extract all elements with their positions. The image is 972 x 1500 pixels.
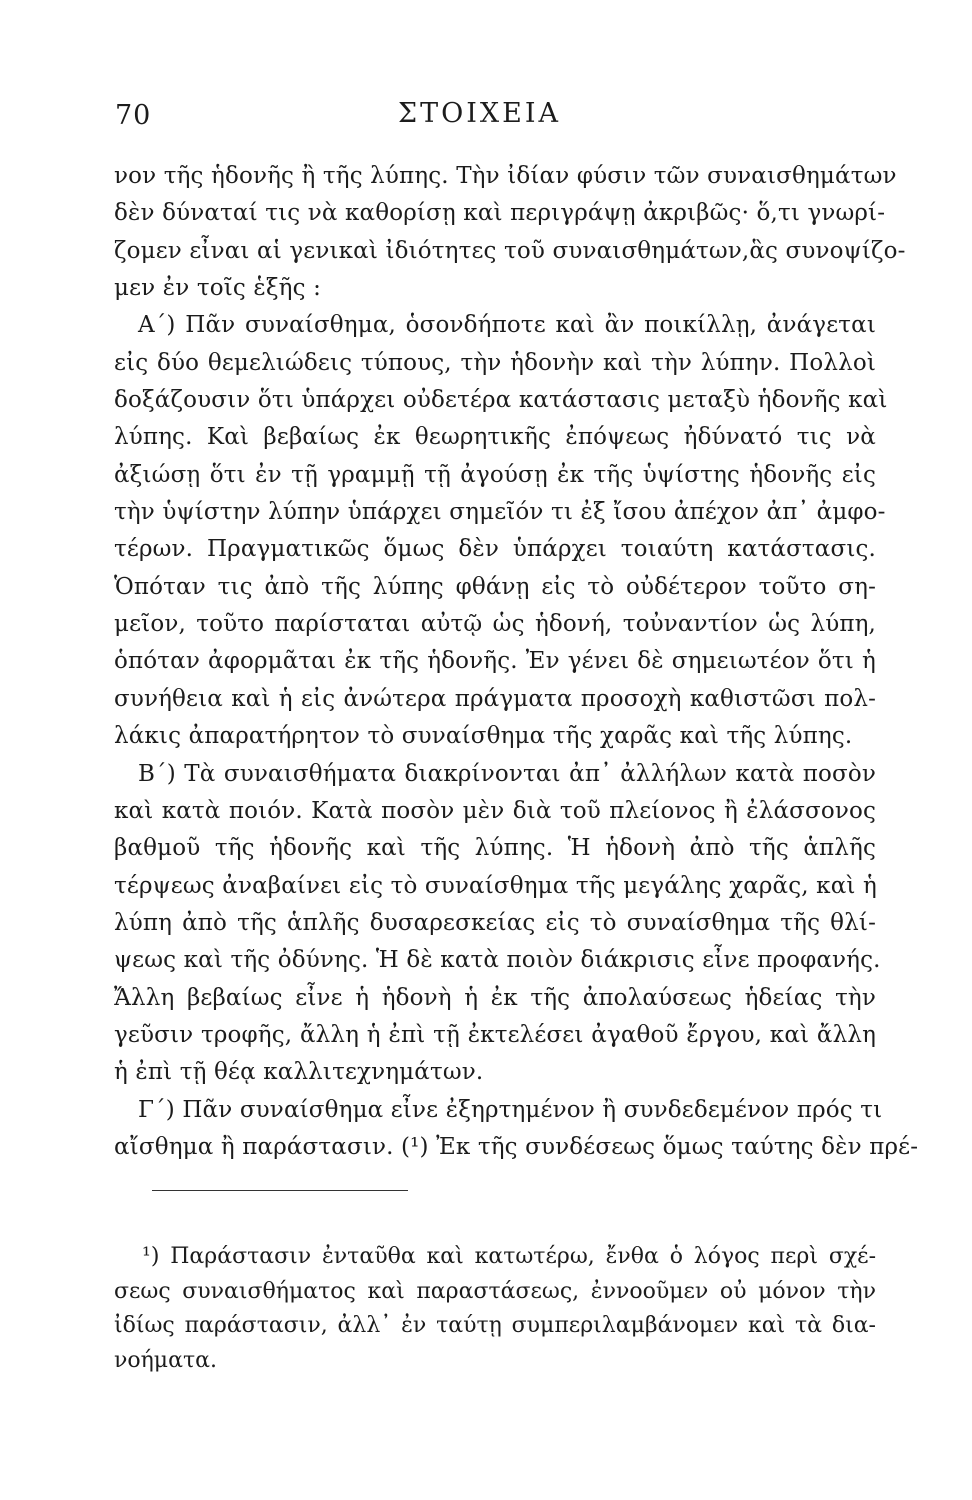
text-line: Ὁπόταν τις ἀπὸ τῆς λύπης φθάνῃ εἰς τὸ οὐδέτερον τοῦτο ση- — [114, 573, 876, 600]
text-line: τὴν ὑψίστην λύπην ὑπάρχει σημεῖόν τι ἐξ ἴσου ἀπέχον ἀπ᾽ ἀμφο- — [114, 499, 886, 526]
text-line: νον τῆς ἡδονῆς ἢ τῆς λύπης. Τὴν ἰδίαν φύσιν τῶν συναισθημάτων — [114, 163, 897, 189]
text-line: τέρψεως ἀναβαίνει εἰς τὸ συναίσθημα τῆς μεγάλης χαρᾶς, καὶ ἡ — [114, 872, 877, 899]
text-line: συνήθεια καὶ ἡ εἰς ἀνώτερα πράγματα προσοχὴ καθιστῶσι πολ- — [114, 685, 876, 712]
text-line: Α΄) Πᾶν συναίσθημα, ὁσονδήποτε καὶ ἂν ποικίλλῃ, ἀνάγεται — [138, 312, 876, 339]
text-line: ψεως καὶ τῆς ὀδύνης. Ἡ δὲ κατὰ ποιὸν διάκρισις εἶνε προφανής. — [114, 947, 881, 974]
running-title: ΣΤΟΙΧΕΙΑ — [398, 98, 561, 129]
text-line: γεῦσιν τροφῆς, ἄλλη ἡ ἐπὶ τῇ ἐκτελέσει ἀγαθοῦ ἔργου, καὶ ἄλλη — [114, 1021, 876, 1048]
text-line: ζομεν εἶναι αἱ γενικαὶ ἰδιότητες τοῦ συναισθημάτων,ἃς συνοψίζο- — [114, 237, 906, 264]
text-line: δοξάζουσιν ὅτι ὑπάρχει οὐδετέρα κατάστασις μεταξὺ ἡδονῆς καὶ — [114, 387, 888, 414]
text-line: βαθμοῦ τῆς ἡδονῆς καὶ τῆς λύπης. Ἡ ἡδονὴ ἀπὸ τῆς ἁπλῆς — [114, 835, 876, 862]
page-number: 70 — [115, 100, 152, 131]
text-line: ὁπόταν ἀφορμᾶται ἐκ τῆς ἡδονῆς. Ἐν γένει δὲ σημειωτέον ὅτι ἡ — [114, 648, 876, 675]
text-line: Β΄) Τὰ συναισθήματα διακρίνονται ἀπ᾽ ἀλλήλων κατὰ ποσὸν — [138, 760, 876, 787]
text-line: αἴσθημα ἢ παράστασιν. (¹) Ἐκ τῆς συνδέσεως ὅμως ταύτης δὲν πρέ- — [114, 1133, 919, 1160]
footnote-block — [114, 1240, 876, 1378]
footnote-line: ¹) Παράστασιν ἐνταῦθα καὶ κατωτέρω, ἔνθα ὁ λόγος περὶ σχέ- — [142, 1244, 876, 1269]
footnote-line: ἰδίως παράστασιν, ἀλλ᾽ ἐν ταύτῃ συμπεριλαμβάνομεν καὶ τὰ δια- — [114, 1313, 876, 1338]
text-line: καὶ κατὰ ποιόν. Κατὰ ποσὸν μὲν διὰ τοῦ πλείονος ἢ ἐλάσσονος — [114, 797, 876, 824]
text-line: ἡ ἐπὶ τῇ θέᾳ καλλιτεχνημάτων. — [114, 1059, 484, 1086]
text-line: εἰς δύο θεμελιώδεις τύπους, τὴν ἡδονὴν καὶ τὴν λύπην. Πολλοὶ — [114, 349, 876, 376]
text-line: τέρων. Πραγματικῶς ὅμως δὲν ὑπάρχει τοιαύτη κατάστασις. — [114, 536, 876, 563]
body-text — [114, 158, 919, 1166]
text-line: Γ΄) Πᾶν συναίσθημα εἶνε ἐξηρτημένον ἢ συνδεδεμένον πρός τι — [138, 1096, 883, 1123]
text-line: ἀξιώσῃ ὅτι ἐν τῇ γραμμῇ τῇ ἀγούσῃ ἐκ τῆς ὑψίστης ἡδονῆς εἰς — [114, 461, 876, 488]
text-line: μεν ἐν τοῖς ἑξῆς : — [114, 275, 322, 302]
text-line: λάκις ἀπαρατήρητον τὸ συναίσθημα τῆς χαρᾶς καὶ τῆς λύπης. — [114, 723, 853, 750]
text-line: δὲν δύναταί τις νὰ καθορίσῃ καὶ περιγράψῃ ἀκριβῶς· ὅ,τι γνωρί- — [114, 200, 886, 227]
text-line: μεῖον, τοῦτο παρίσταται αὐτῷ ὡς ἡδονή, τοὐναντίον ὡς λύπη, — [114, 611, 876, 638]
footnote-divider — [152, 1190, 408, 1191]
footnote-line: νοήματα. — [114, 1347, 217, 1373]
text-line: λύπης. Καὶ βεβαίως ἐκ θεωρητικῆς ἐπόψεως ἠδύνατό τις νὰ — [114, 424, 876, 451]
footnote-line: σεως συναισθήματος καὶ παραστάσεως, ἐννοοῦμεν οὐ μόνον τὴν — [114, 1278, 876, 1304]
text-line: λύπη ἀπὸ τῆς ἁπλῆς δυσαρεσκείας εἰς τὸ συναίσθημα τῆς θλί- — [114, 909, 876, 936]
text-line: Ἄλλη βεβαίως εἶνε ἡ ἡδονὴ ἡ ἐκ τῆς ἀπολαύσεως ἡδείας τὴν — [114, 984, 876, 1011]
